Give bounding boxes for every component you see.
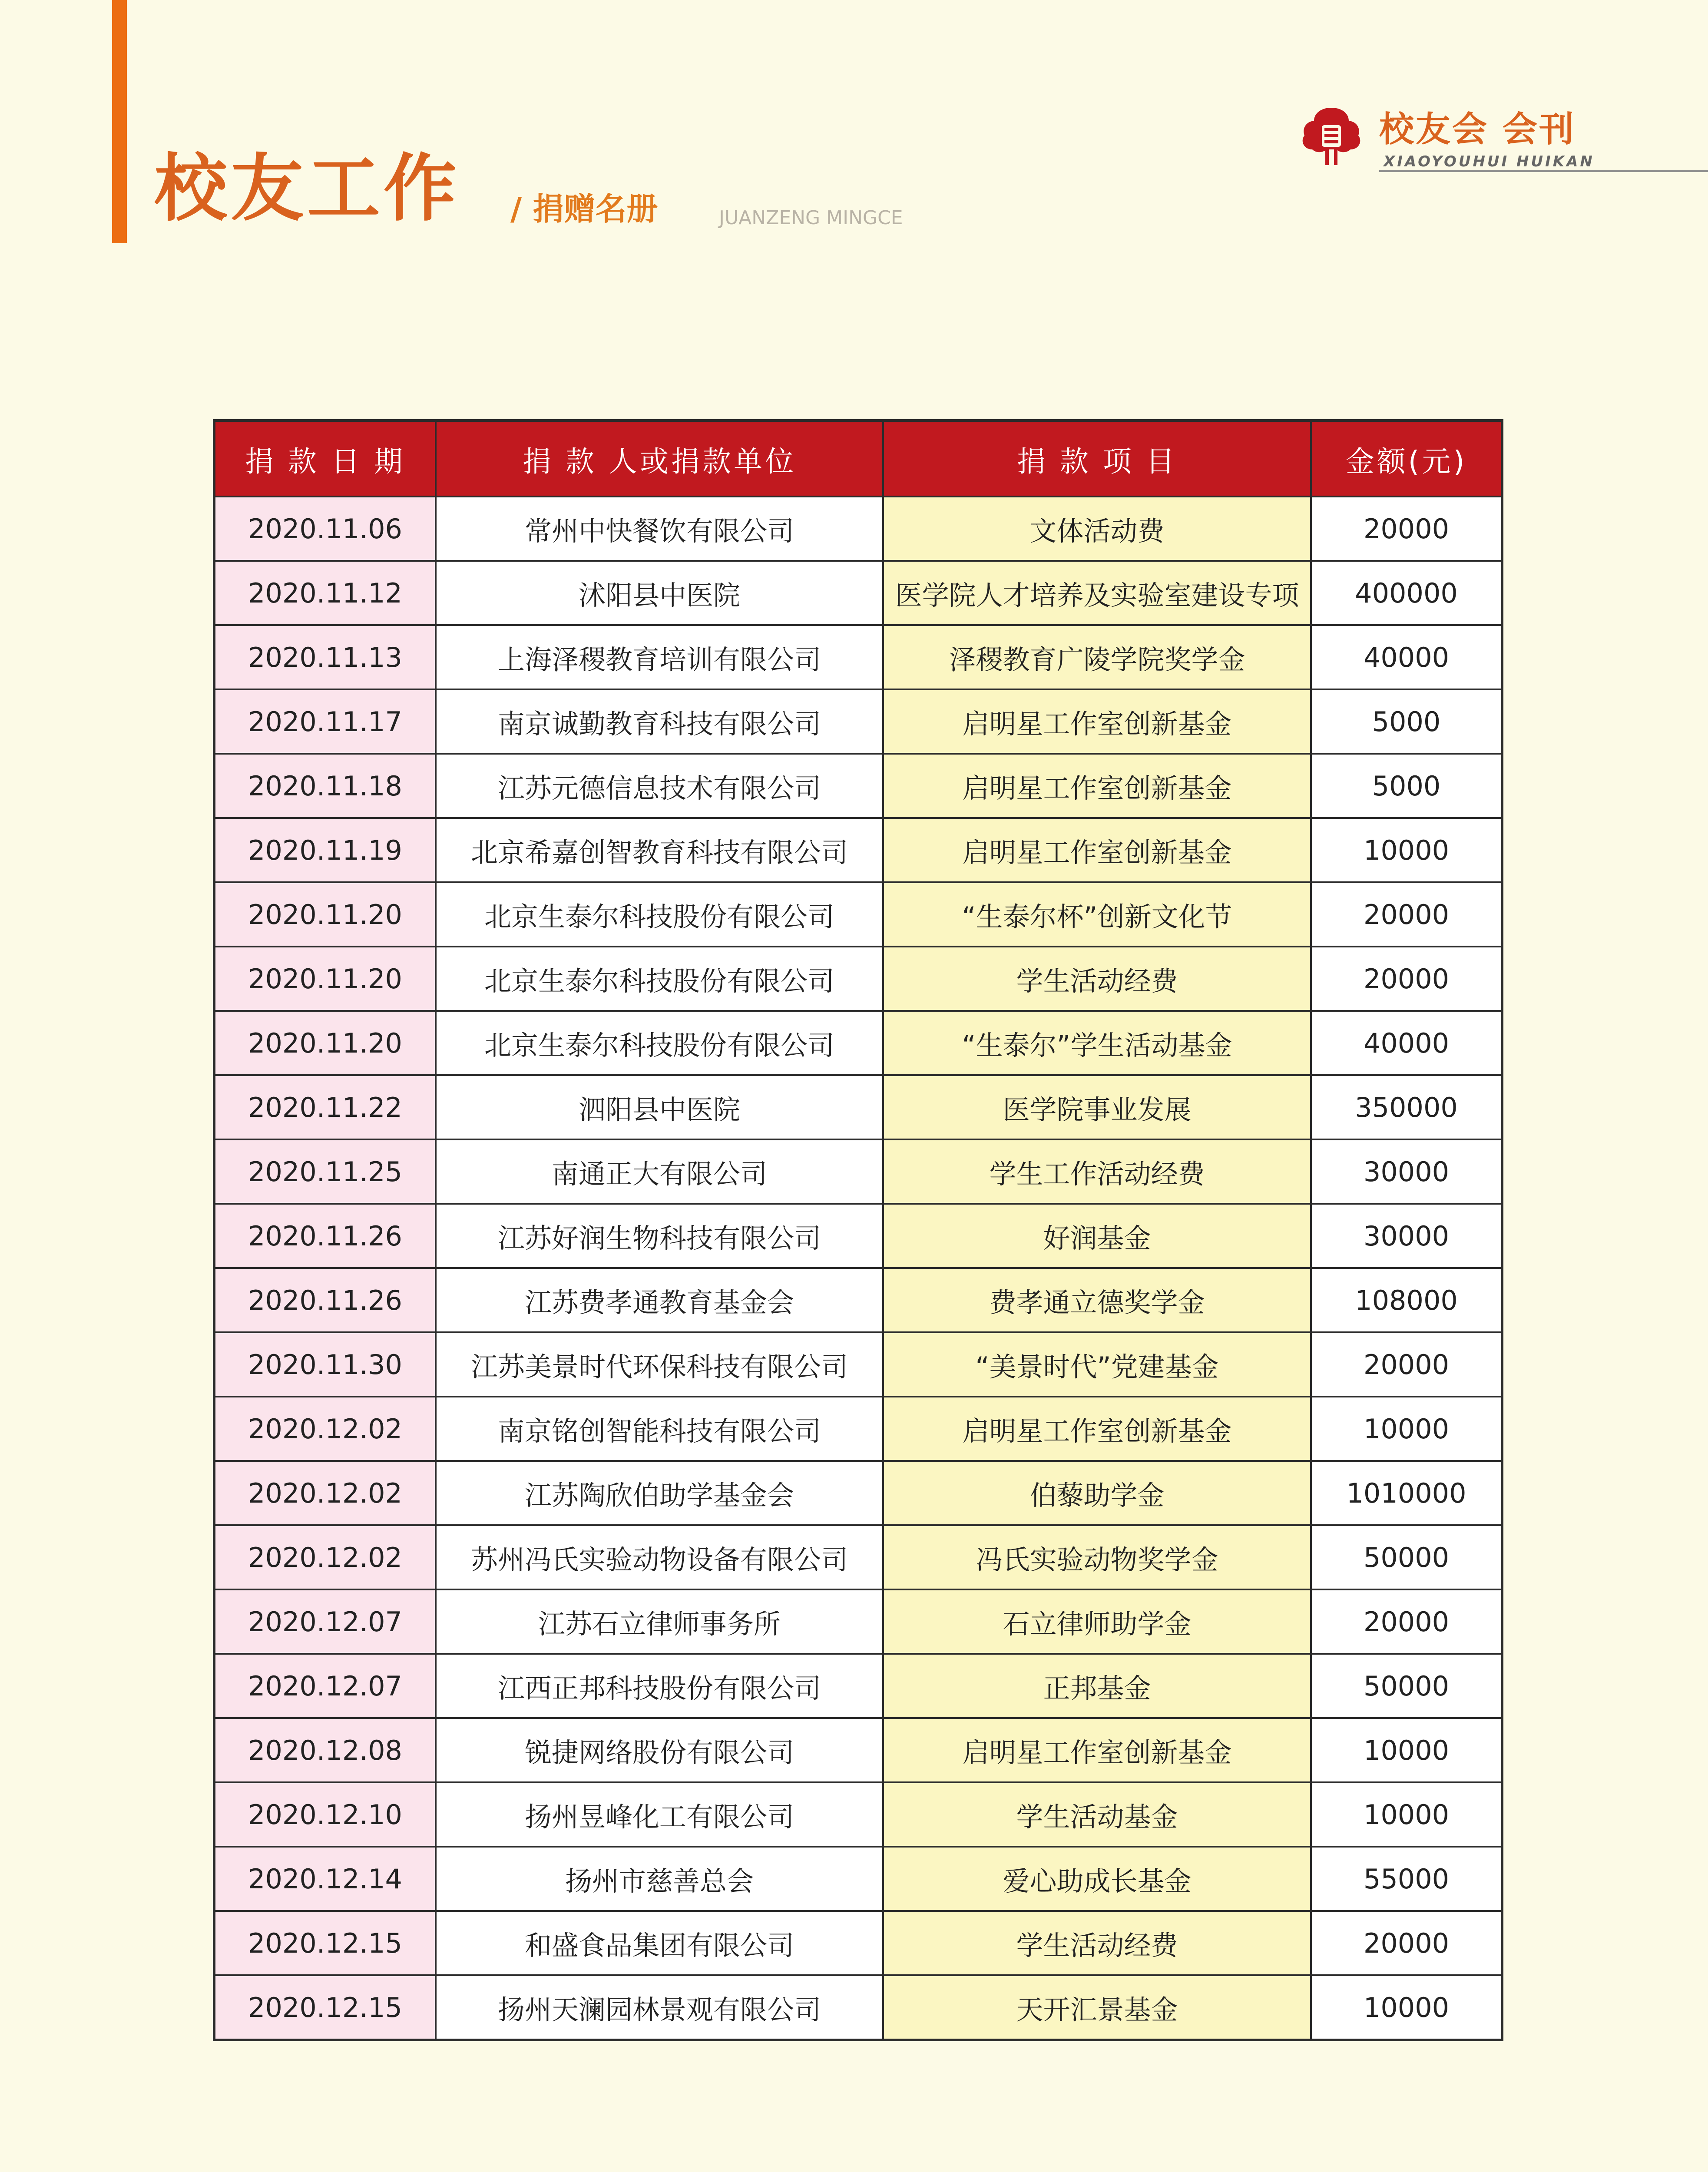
cell-date: 2020.11.18 — [214, 754, 436, 818]
cell-amount: 20000 — [1311, 1589, 1502, 1654]
cell-project: 泽稷教育广陵学院奖学金 — [883, 625, 1311, 689]
cell-date: 2020.11.06 — [214, 497, 436, 561]
cell-project: 启明星工作室创新基金 — [883, 754, 1311, 818]
cell-donor: 苏州冯氏实验动物设备有限公司 — [436, 1525, 883, 1589]
table-row — [214, 1011, 1502, 1075]
journal-brand — [1297, 104, 1708, 174]
cell-amount: 10000 — [1311, 1975, 1502, 2040]
table-row — [214, 1204, 1502, 1268]
cell-project: 学生活动经费 — [883, 1911, 1311, 1975]
cell-project: “生泰尔”学生活动基金 — [883, 1011, 1311, 1075]
cell-date: 2020.11.13 — [214, 625, 436, 689]
cell-amount: 30000 — [1311, 1139, 1502, 1204]
cell-amount: 10000 — [1311, 818, 1502, 882]
cell-date: 2020.11.20 — [214, 1011, 436, 1075]
cell-date: 2020.11.20 — [214, 882, 436, 947]
cell-donor: 锐捷网络股份有限公司 — [436, 1718, 883, 1782]
cell-date: 2020.12.14 — [214, 1847, 436, 1911]
section-subtitle-pinyin: JUANZENG MINGCE — [719, 207, 903, 229]
table-header-row — [214, 420, 1502, 497]
cell-amount: 20000 — [1311, 947, 1502, 1011]
table-row — [214, 818, 1502, 882]
cell-donor: 常州中快餐饮有限公司 — [436, 497, 883, 561]
cell-amount: 10000 — [1311, 1397, 1502, 1461]
cell-date: 2020.12.10 — [214, 1782, 436, 1847]
table-row — [214, 754, 1502, 818]
cell-donor: 上海泽稷教育培训有限公司 — [436, 625, 883, 689]
cell-donor: 南通正大有限公司 — [436, 1139, 883, 1204]
table-row — [214, 1461, 1502, 1525]
cell-amount: 50000 — [1311, 1654, 1502, 1718]
cell-amount: 10000 — [1311, 1718, 1502, 1782]
table-row — [214, 1075, 1502, 1139]
cell-project: 爱心助成长基金 — [883, 1847, 1311, 1911]
cell-date: 2020.11.25 — [214, 1139, 436, 1204]
cell-date: 2020.12.07 — [214, 1589, 436, 1654]
header-amount: 金额(元) — [1311, 420, 1502, 497]
cell-donor: 扬州昱峰化工有限公司 — [436, 1782, 883, 1847]
cell-donor: 北京生泰尔科技股份有限公司 — [436, 947, 883, 1011]
cell-amount: 30000 — [1311, 1204, 1502, 1268]
cell-donor: 扬州市慈善总会 — [436, 1847, 883, 1911]
cell-donor: 泗阳县中医院 — [436, 1075, 883, 1139]
header-date: 捐 款 日 期 — [214, 420, 436, 497]
cell-date: 2020.12.02 — [214, 1397, 436, 1461]
cell-donor: 江苏石立律师事务所 — [436, 1589, 883, 1654]
cell-project: 石立律师助学金 — [883, 1589, 1311, 1654]
cell-donor: 江苏好润生物科技有限公司 — [436, 1204, 883, 1268]
cell-date: 2020.12.07 — [214, 1654, 436, 1718]
cell-project: 医学院事业发展 — [883, 1075, 1311, 1139]
table-row — [214, 1782, 1502, 1847]
cell-amount: 55000 — [1311, 1847, 1502, 1911]
cell-amount: 50000 — [1311, 1525, 1502, 1589]
cell-amount: 40000 — [1311, 1011, 1502, 1075]
brand-pinyin: XIAOYOUHUI HUIKAN — [1384, 153, 1595, 170]
table-row — [214, 497, 1502, 561]
cell-project: 启明星工作室创新基金 — [883, 1718, 1311, 1782]
cell-date: 2020.12.08 — [214, 1718, 436, 1782]
header-donor: 捐 款 人或捐款单位 — [436, 420, 883, 497]
cell-date: 2020.11.17 — [214, 689, 436, 754]
section-subtitle: / 捐赠名册 — [510, 191, 658, 227]
cell-amount: 5000 — [1311, 754, 1502, 818]
table-row — [214, 1525, 1502, 1589]
cell-amount: 20000 — [1311, 882, 1502, 947]
cell-project: 天开汇景基金 — [883, 1975, 1311, 2040]
cell-project: 文体活动费 — [883, 497, 1311, 561]
cell-amount: 20000 — [1311, 1332, 1502, 1397]
cell-donor: 江苏美景时代环保科技有限公司 — [436, 1332, 883, 1397]
cell-amount: 108000 — [1311, 1268, 1502, 1332]
cell-date: 2020.11.26 — [214, 1204, 436, 1268]
cell-amount: 20000 — [1311, 497, 1502, 561]
cell-project: 正邦基金 — [883, 1654, 1311, 1718]
header-project: 捐 款 项 目 — [883, 420, 1311, 497]
cell-date: 2020.11.20 — [214, 947, 436, 1011]
cell-project: 冯氏实验动物奖学金 — [883, 1525, 1311, 1589]
cell-donor: 江苏费孝通教育基金会 — [436, 1268, 883, 1332]
table-row — [214, 1911, 1502, 1975]
cell-date: 2020.11.12 — [214, 561, 436, 625]
table-row — [214, 1139, 1502, 1204]
brand-name: 校友会 会刊 — [1379, 109, 1576, 149]
cell-donor: 沭阳县中医院 — [436, 561, 883, 625]
table-row — [214, 1332, 1502, 1397]
cell-date: 2020.12.15 — [214, 1911, 436, 1975]
cell-project: 学生活动基金 — [883, 1782, 1311, 1847]
table-row — [214, 1397, 1502, 1461]
cell-donor: 和盛食品集团有限公司 — [436, 1911, 883, 1975]
cell-amount: 40000 — [1311, 625, 1502, 689]
cell-project: 伯藜助学金 — [883, 1461, 1311, 1525]
table-row — [214, 1718, 1502, 1782]
cell-project: 学生活动经费 — [883, 947, 1311, 1011]
cell-donor: 北京生泰尔科技股份有限公司 — [436, 1011, 883, 1075]
cell-donor: 南京铭创智能科技有限公司 — [436, 1397, 883, 1461]
cell-date: 2020.12.15 — [214, 1975, 436, 2040]
cell-project: 费孝通立德奖学金 — [883, 1268, 1311, 1332]
table-row — [214, 1975, 1502, 2040]
table-row — [214, 1589, 1502, 1654]
cell-donor: 江西正邦科技股份有限公司 — [436, 1654, 883, 1718]
cell-amount: 400000 — [1311, 561, 1502, 625]
accent-bar — [112, 0, 127, 243]
cell-date: 2020.12.02 — [214, 1525, 436, 1589]
table-row — [214, 561, 1502, 625]
table-row — [214, 689, 1502, 754]
table-row — [214, 1847, 1502, 1911]
donation-register-table — [213, 419, 1503, 2041]
cell-amount: 5000 — [1311, 689, 1502, 754]
cell-date: 2020.12.02 — [214, 1461, 436, 1525]
cell-project: 启明星工作室创新基金 — [883, 818, 1311, 882]
cell-amount: 350000 — [1311, 1075, 1502, 1139]
brand-underline — [1379, 170, 1708, 172]
cell-date: 2020.11.22 — [214, 1075, 436, 1139]
cell-donor: 江苏陶欣伯助学基金会 — [436, 1461, 883, 1525]
table-row — [214, 947, 1502, 1011]
cell-donor: 北京生泰尔科技股份有限公司 — [436, 882, 883, 947]
alumni-tree-logo-icon — [1297, 104, 1366, 169]
cell-donor: 南京诚勤教育科技有限公司 — [436, 689, 883, 754]
cell-project: “生泰尔杯”创新文化节 — [883, 882, 1311, 947]
table-row — [214, 1268, 1502, 1332]
cell-project: “美景时代”党建基金 — [883, 1332, 1311, 1397]
cell-date: 2020.11.26 — [214, 1268, 436, 1332]
cell-project: 启明星工作室创新基金 — [883, 1397, 1311, 1461]
table-row — [214, 1654, 1502, 1718]
section-title: 校友工作 — [154, 146, 460, 231]
cell-project: 学生工作活动经费 — [883, 1139, 1311, 1204]
cell-project: 好润基金 — [883, 1204, 1311, 1268]
table-row — [214, 882, 1502, 947]
cell-donor: 江苏元德信息技术有限公司 — [436, 754, 883, 818]
table-row — [214, 625, 1502, 689]
cell-project: 启明星工作室创新基金 — [883, 689, 1311, 754]
cell-date: 2020.11.30 — [214, 1332, 436, 1397]
cell-date: 2020.11.19 — [214, 818, 436, 882]
cell-amount: 20000 — [1311, 1911, 1502, 1975]
cell-amount: 1010000 — [1311, 1461, 1502, 1525]
cell-amount: 10000 — [1311, 1782, 1502, 1847]
cell-donor: 扬州天澜园林景观有限公司 — [436, 1975, 883, 2040]
cell-donor: 北京希嘉创智教育科技有限公司 — [436, 818, 883, 882]
cell-project: 医学院人才培养及实验室建设专项 — [883, 561, 1311, 625]
